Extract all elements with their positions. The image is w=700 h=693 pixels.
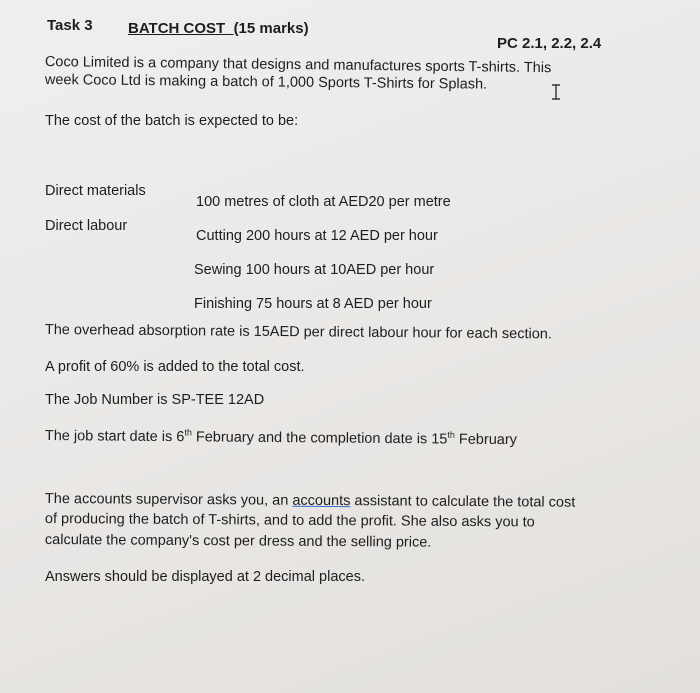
cutting-cost: Cutting 200 hours at 12 AED per hour xyxy=(196,228,438,244)
task-title: BATCH COST_(15 marks) xyxy=(128,20,309,37)
intro-line-1: Coco Limited is a company that designs and manufactures sports T-shirts. This xyxy=(44,53,552,77)
direct-materials-label: Direct materials xyxy=(45,183,146,199)
text-cursor-icon xyxy=(551,84,561,100)
instructions-line-1: The accounts supervisor asks you, an accounts assistant to calculate the total cost xyxy=(44,490,576,511)
decimal-places-note: Answers should be displayed at 2 decimal places. xyxy=(45,569,365,585)
sewing-cost: Sewing 100 hours at 10AED per hour xyxy=(194,262,435,278)
intro-line-2: week Coco Ltd is making a batch of 1,000 Sports T-Shirts for Splash. xyxy=(44,71,488,93)
task-title-text: BATCH COST xyxy=(128,20,226,37)
job-number-text: The Job Number is SP-TEE 12AD xyxy=(45,392,265,408)
profit-text: A profit of 60% is added to the total cost. xyxy=(45,359,305,375)
job-dates-text: The job start date is 6th February and the completion date is 15th February xyxy=(44,427,518,449)
direct-materials-value: 100 metres of cloth at AED20 per metre xyxy=(196,194,451,210)
accounts-spellcheck-word[interactable]: accounts xyxy=(292,492,351,510)
finishing-cost: Finishing 75 hours at 8 AED per hour xyxy=(194,296,432,312)
overhead-text: The overhead absorption rate is 15AED per direct labour hour for each section. xyxy=(44,321,552,343)
task-number: Task 3 xyxy=(47,17,93,34)
cost-expected-text: The cost of the batch is expected to be: xyxy=(45,113,299,129)
performance-criteria: PC 2.1, 2.2, 2.4 xyxy=(497,35,602,52)
direct-labour-label: Direct labour xyxy=(45,218,128,234)
instructions-line-3: calculate the company's cost per dress and the selling price. xyxy=(44,532,432,551)
task-marks: (15 marks) xyxy=(233,20,309,37)
instructions-line-2: of producing the batch of T-shirts, and to add the profit. She also asks you to xyxy=(44,510,535,531)
